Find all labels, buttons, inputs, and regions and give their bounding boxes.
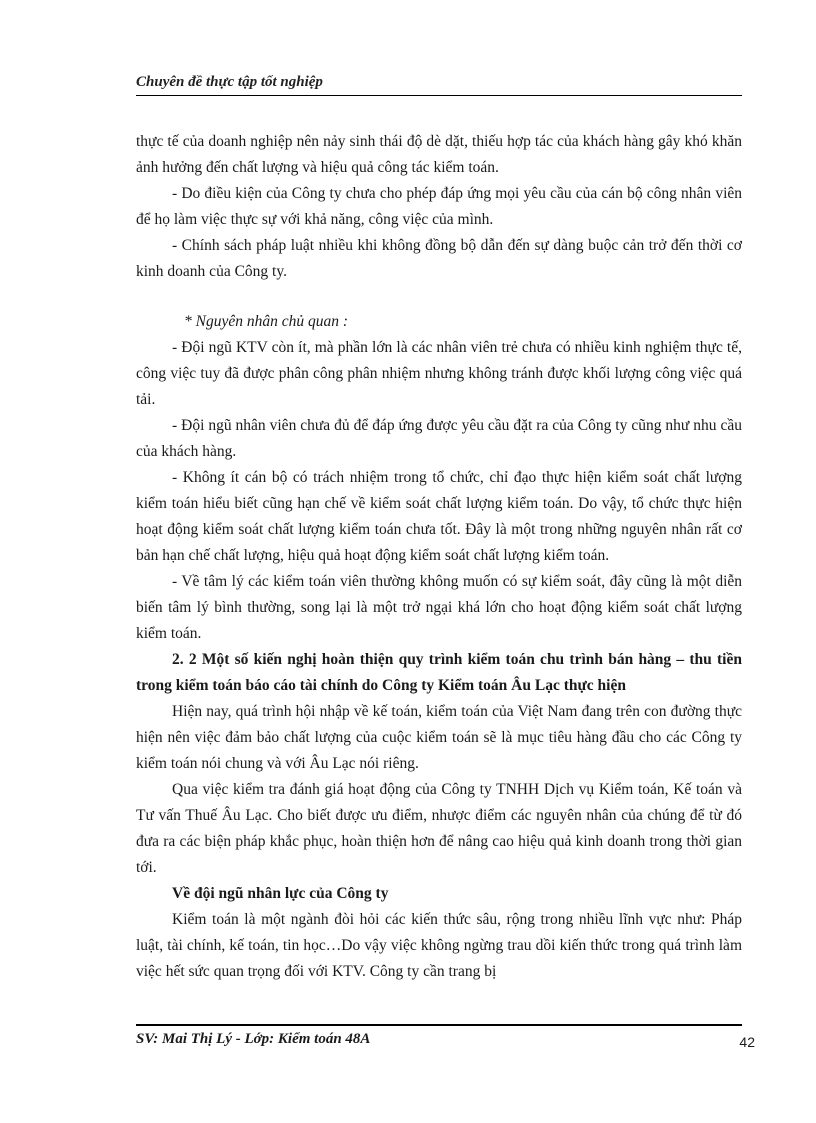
footer-divider: [136, 1024, 742, 1026]
section-heading: 2. 2 Một số kiến nghị hoàn thiện quy trình kiểm toán chu trình bán hàng – thu tiền trong kiểm toán báo cáo tài chính do Công ty Kiểm toán Âu Lạc thực hiện: [136, 651, 742, 694]
paragraph: Kiểm toán là một ngành đòi hỏi các kiến thức sâu, rộng trong nhiều lĩnh vực như: Pháp luật, tài chính, kế toán, tin học…Do vậy việc không ngừng trau dồi kiến thức trong quá trình làm việc hết sức quan trọng đối với KTV. Công ty cần trang bị: [136, 911, 742, 980]
bullet-item: - Chính sách pháp luật nhiều khi không đồng bộ dẫn đến sự dàng buộc cản trở đến thời cơ kinh doanh của Công ty.: [136, 237, 742, 280]
header-divider: [136, 95, 742, 96]
paragraph: Qua việc kiểm tra đánh giá hoạt động của Công ty TNHH Dịch vụ Kiểm toán, Kế toán và Tư vấn Thuế Âu Lạc. Cho biết được ưu điểm, nhược điểm các nguyên nhân của chúng để từ đó đưa ra các biện pháp khắc phục, hoàn thiện hơn để nâng cao hiệu quả kinh doanh trong thời gian tới.: [136, 781, 742, 876]
page-body: [136, 129, 742, 985]
bullet-item: - Đội ngũ nhân viên chưa đủ để đáp ứng được yêu cầu đặt ra của Công ty cũng như nhu cầu của khách hàng.: [136, 417, 742, 460]
bullet-item: - Không ít cán bộ có trách nhiệm trong tổ chức, chỉ đạo thực hiện kiểm soát chất lượng kiểm toán hiểu biết cũng hạn chế về kiểm soát chất lượng kiểm toán. Do vậy, tổ chức thực hiện hoạt động kiểm soát chất lượng kiểm toán chưa tốt. Đây là một trong những nguyên nhân rất cơ bản hạn chế chất lượng, hiệu quả hoạt động kiểm soát chất lượng kiểm toán.: [136, 469, 742, 564]
bullet-item: - Về tâm lý các kiểm toán viên thường không muốn có sự kiểm soát, đây cũng là một diễn biến tâm lý bình thường, song lại là một trở ngại khá lớn cho hoạt động kiểm soát chất lượng kiểm toán.: [136, 573, 742, 642]
bullet-item: - Do điều kiện của Công ty chưa cho phép đáp ứng mọi yêu cầu của cán bộ công nhân viên để họ làm việc thực sự với khả năng, công việc của mình.: [136, 185, 742, 228]
page-number: 42: [739, 1034, 755, 1050]
bold-subheading: Về đội ngũ nhân lực của Công ty: [172, 885, 389, 902]
bullet-item: - Đội ngũ KTV còn ít, mà phần lớn là các nhân viên trẻ chưa có nhiều kinh nghiệm thực tế, công việc tuy đã được phân công phân nhiệm nhưng không tránh được khối lượng công việc quá tải.: [136, 339, 742, 408]
page-header: Chuyên đề thực tập tốt nghiệp: [136, 74, 323, 90]
subheading: * Nguyên nhân chủ quan :: [184, 313, 349, 330]
page-footer: SV: Mai Thị Lý - Lớp: Kiểm toán 48A: [136, 1031, 371, 1047]
paragraph: thực tế của doanh nghiệp nên nảy sinh thái độ dè dặt, thiếu hợp tác của khách hàng gây khó khăn ảnh hưởng đến chất lượng và hiệu quả công tác kiểm toán.: [136, 133, 742, 176]
paragraph: Hiện nay, quá trình hội nhập về kế toán, kiểm toán của Việt Nam đang trên con đường thực hiện nên việc đảm bảo chất lượng của cuộc kiểm toán sẽ là mục tiêu hàng đầu cho các Công ty kiểm toán nói chung và với Âu Lạc nói riêng.: [136, 703, 742, 772]
